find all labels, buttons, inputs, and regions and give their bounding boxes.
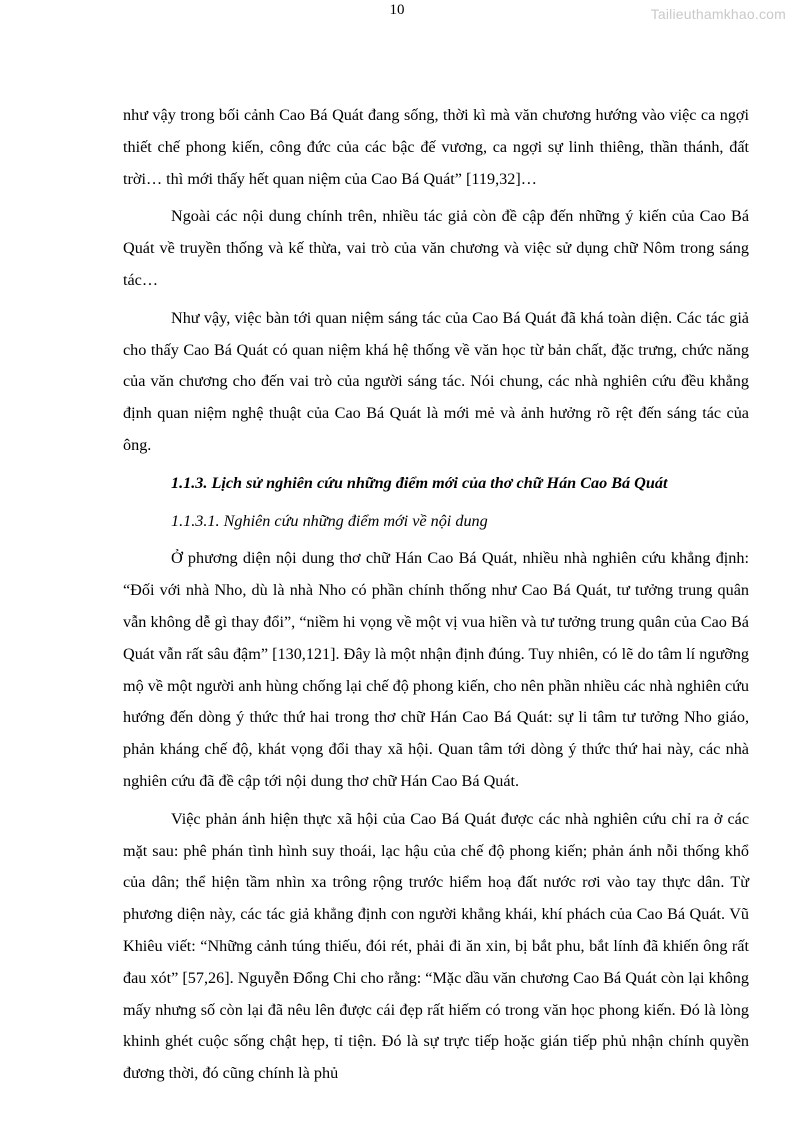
document-body: [123, 100, 749, 1090]
watermark: Tailieuthamkhao.com: [650, 6, 786, 22]
paragraph-5: Việc phản ánh hiện thực xã hội của Cao Bá Quát được các nhà nghiên cứu chỉ ra ở các mặt sau: phê phán tình hình suy thoái, lạc hậu của chế độ phong kiến; phản ánh nỗi thống khổ của dân; thể hiện tầm nhìn xa trông rộng trước hiểm hoạ đất nước rơi vào tay thực dân. Từ phương diện này, các tác giả khẳng định con người khẳng khái, khí phách của Cao Bá Quát. Vũ Khiêu viết: “Những cảnh túng thiếu, đói rét, phải đi ăn xin, bị bắt phu, bắt lính đã khiến ông rất đau xót” [57,26]. Nguyễn Đổng Chi cho rằng: “Mặc dầu văn chương Cao Bá Quát còn lại không mấy nhưng số còn lại đã nêu lên được cái đẹp rất hiếm có trong văn học phong kiến. Đó là lòng khinh ghét cuộc sống chật hẹp, tỉ tiện. Đó là sự trực tiếp hoặc gián tiếp phủ nhận chính quyền đương thời, đó cũng chính là phủ: [123, 809, 749, 1083]
paragraph-4: Ở phương diện nội dung thơ chữ Hán Cao Bá Quát, nhiều nhà nghiên cứu khẳng định: “Đối với nhà Nho, dù là nhà Nho có phần chính thống như Cao Bá Quát, tư tưởng trung quân vẫn không dễ gì thay đổi”, “niềm hi vọng về một vị vua hiền và tư tưởng trung quân của Cao Bá Quát vẫn rất sâu đậm” [130,121]. Đây là một nhận định đúng. Tuy nhiên, có lẽ do tâm lí ngưỡng mộ về một người anh hùng chống lại chế độ phong kiến, cho nên phần nhiều các nhà nghiên cứu hướng đến dòng ý thức thứ hai trong thơ chữ Hán Cao Bá Quát: sự li tâm tư tưởng Nho giáo, phản kháng chế độ, khát vọng đổi thay xã hội. Quan tâm tới dòng ý thức thứ hai này, các nhà nghiên cứu đã đề cập tới nội dung thơ chữ Hán Cao Bá Quát.: [123, 549, 749, 790]
paragraph-1: như vậy trong bối cảnh Cao Bá Quát đang sống, thời kì mà văn chương hướng vào việc ca ngợi thiết chế phong kiến, công đức của các bậc đế vương, ca ngợi sự linh thiêng, thần thánh, đất trời… thì mới thấy hết quan niệm của Cao Bá Quát” [119,32]…: [123, 106, 749, 188]
paragraph-3: Như vậy, việc bàn tới quan niệm sáng tác của Cao Bá Quát đã khá toàn diện. Các tác giả cho thấy Cao Bá Quát có quan niệm khá hệ thống về văn học từ bản chất, đặc trưng, chức năng của văn chương cho đến vai trò của người sáng tác. Nói chung, các nhà nghiên cứu đều khẳng định quan niệm nghệ thuật của Cao Bá Quát là mới mẻ và ảnh hưởng rõ rệt đến sáng tác của ông.: [123, 308, 749, 454]
page-number: 10: [389, 2, 405, 18]
paragraph-2: Ngoài các nội dung chính trên, nhiều tác giả còn đề cập đến những ý kiến của Cao Bá Quát về truyền thống và kế thừa, vai trò của văn chương và việc sử dụng chữ Nôm trong sáng tác…: [123, 207, 749, 289]
subsection-heading: 1.1.3.1. Nghiên cứu những điểm mới về nội dung: [171, 511, 488, 530]
section-heading: 1.1.3. Lịch sử nghiên cứu những điểm mới của thơ chữ Hán Cao Bá Quát: [171, 473, 668, 492]
